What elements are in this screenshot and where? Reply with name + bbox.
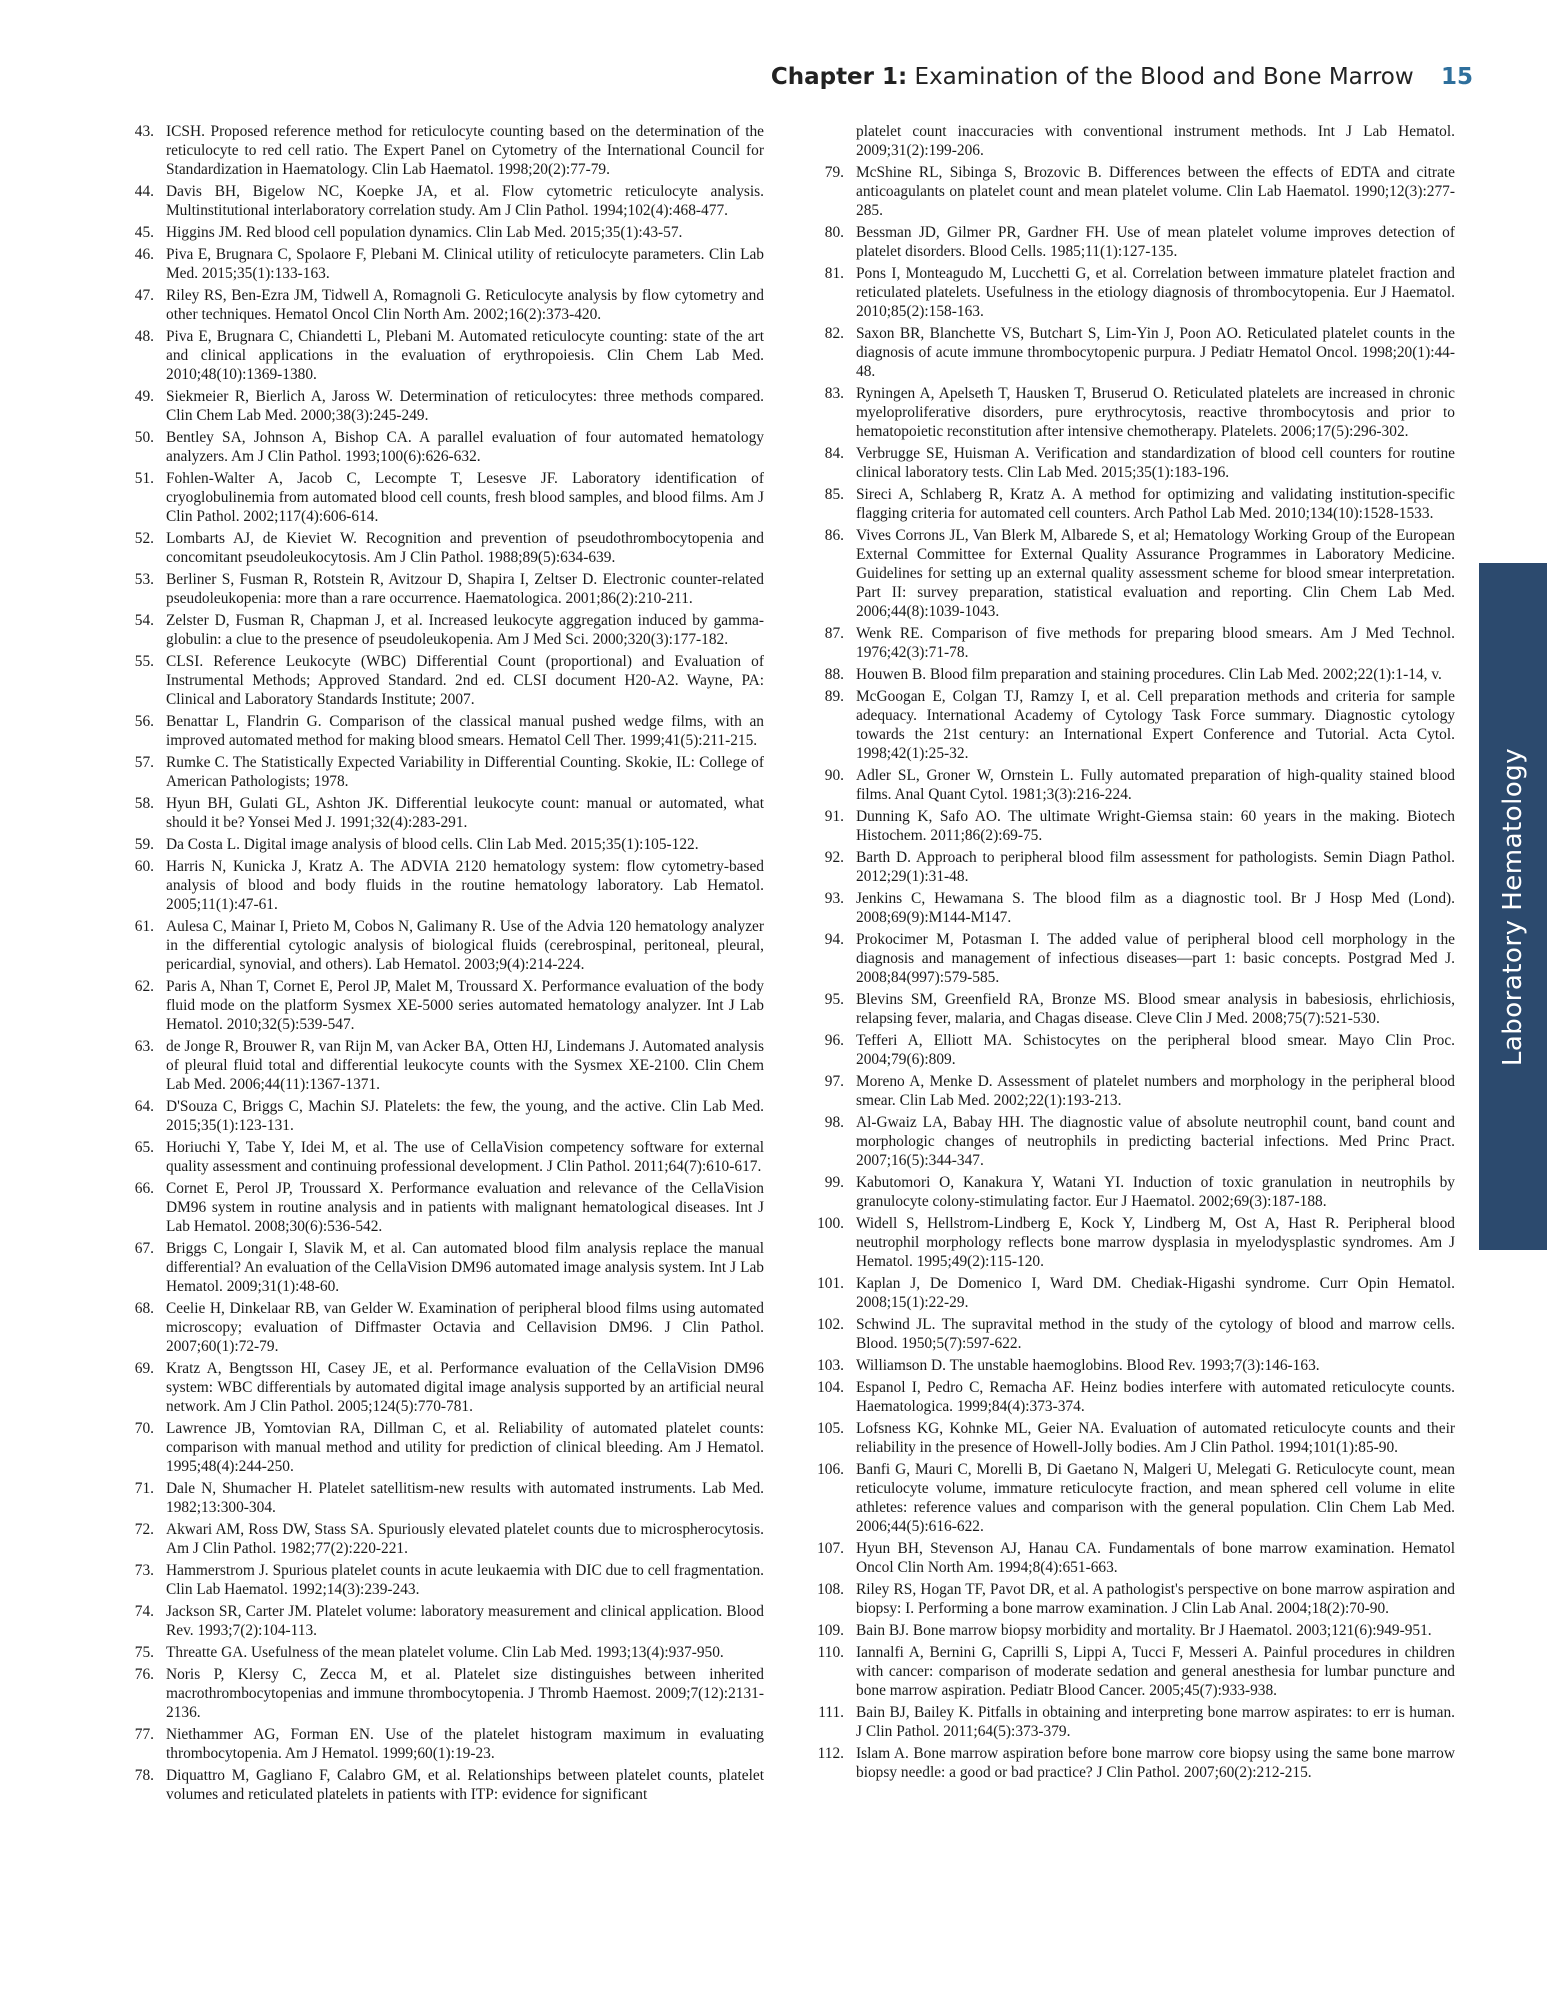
reference-number: 78. — [134, 1767, 154, 1784]
reference-number: 92. — [824, 849, 844, 866]
reference-text: Saxon BR, Blanchette VS, Butchart S, Lim-Yin J, Poon AO. Reticulated platelet counts in the diagnosis of acute immune thrombocytopenic purpura. J Pediatr Hematol Oncol. 1998;20(1):44-48. — [856, 325, 1455, 380]
section-side-tab — [1479, 563, 1547, 1250]
reference-item — [118, 1665, 764, 1722]
reference-item — [118, 1520, 764, 1558]
reference-text: Akwari AM, Ross DW, Stass SA. Spuriously elevated platelet counts due to microspherocytosis. Am J Clin Pathol. 1982;77(2):220-221. — [166, 1521, 764, 1557]
reference-item — [808, 1643, 1455, 1700]
reference-item — [808, 324, 1455, 381]
reference-item — [808, 1315, 1455, 1353]
reference-number: 76. — [134, 1666, 154, 1683]
reference-item — [808, 848, 1455, 886]
reference-text: Kaplan J, De Domenico I, Ward DM. Chediak-Higashi syndrome. Curr Opin Hematol. 2008;15(1):22-29. — [856, 1275, 1455, 1311]
reference-item — [118, 1037, 764, 1094]
reference-number: 61. — [134, 918, 154, 935]
side-tab-label: Laboratory Hematology — [1498, 747, 1528, 1066]
reference-number: 71. — [134, 1480, 154, 1497]
reference-number: 70. — [134, 1420, 154, 1437]
reference-text: Aulesa C, Mainar I, Prieto M, Cobos N, Galimany R. Use of the Advia 120 hematology analyzer in the differential cytologic analysis of biological fluids (cerebrospinal, peritoneal, pleural, pericardial, synovial, and others). Lab Hematol. 2003;9(4):214-224. — [166, 918, 764, 973]
reference-item — [808, 1378, 1455, 1416]
reference-item — [118, 794, 764, 832]
reference-number: 112. — [817, 1745, 844, 1762]
reference-number: 46. — [134, 246, 154, 263]
reference-text: Adler SL, Groner W, Ornstein L. Fully automated preparation of high-quality stained blood films. Anal Quant Cytol. 1981;3(3):216-224. — [856, 767, 1455, 803]
reference-text: Piva E, Brugnara C, Chiandetti L, Plebani M. Automated reticulocyte counting: state of the art and clinical applications in the evaluation of erythropoiesis. Clin Chem Lab Med. 2010;48(10):1369-1380. — [166, 328, 764, 383]
reference-item — [808, 1274, 1455, 1312]
reference-number: 88. — [824, 666, 844, 683]
reference-item — [808, 1621, 1455, 1640]
reference-text: Piva E, Brugnara C, Spolaore F, Plebani M. Clinical utility of reticulocyte parameters. Clin Lab Med. 2015;35(1):133-163. — [166, 246, 764, 282]
reference-item — [118, 712, 764, 750]
reference-text: Blevins SM, Greenfield RA, Bronze MS. Blood smear analysis in babesiosis, ehrlichiosis, relapsing fever, malaria, and Chagas disease. Cleve Clin J Med. 2008;75(7):521-530. — [856, 991, 1455, 1027]
reference-text: Verbrugge SE, Huisman A. Verification and standardization of blood cell counters for routine clinical laboratory tests. Clin Lab Med. 2015;35(1):183-196. — [856, 445, 1455, 481]
reference-number: 44. — [134, 183, 154, 200]
reference-number: 56. — [134, 713, 154, 730]
reference-text: Jackson SR, Carter JM. Platelet volume: laboratory measurement and clinical application. Blood Rev. 1993;7(2):104-113. — [166, 1603, 764, 1639]
reference-item — [118, 977, 764, 1034]
reference-number: 68. — [134, 1300, 154, 1317]
reference-number: 96. — [824, 1032, 844, 1049]
reference-number: 67. — [134, 1240, 154, 1257]
reference-number: 57. — [134, 754, 154, 771]
reference-item — [118, 917, 764, 974]
reference-item — [118, 122, 764, 179]
reference-text: Banfi G, Mauri C, Morelli B, Di Gaetano N, Malgeri U, Melegati G. Reticulocyte count, mean reticulocyte volume, immature reticulocyte fraction, and mean sphered cell volume in elite athletes: reference values and comparison with the general population. Clin Chem Lab Med. 2006;44(5):616-622. — [856, 1461, 1455, 1535]
reference-text: Bain BJ, Bailey K. Pitfalls in obtaining and interpreting bone marrow aspirates: to err is human. J Clin Pathol. 2011;64(5):373-379. — [856, 1704, 1455, 1740]
reference-text: Wenk RE. Comparison of five methods for preparing blood smears. Am J Med Technol. 1976;42(3):71-78. — [856, 625, 1455, 661]
reference-text: Sireci A, Schlaberg R, Kratz A. A method for optimizing and validating institution-specific flagging criteria for automated cell counters. Arch Pathol Lab Med. 2010;134(10):1528-1533. — [856, 486, 1455, 522]
reference-number: 105. — [817, 1420, 844, 1437]
reference-text: Bain BJ. Bone marrow biopsy morbidity and mortality. Br J Haematol. 2003;121(6):949-951. — [856, 1622, 1432, 1639]
reference-item — [118, 1299, 764, 1356]
reference-item — [808, 889, 1455, 927]
reference-number: 95. — [824, 991, 844, 1008]
reference-text: Kratz A, Bengtsson HI, Casey JE, et al. Performance evaluation of the CellaVision DM96 system: WBC differentials by automated digital image analysis supported by an artificial neural network. Am J Clin Pathol. 2005;124(5):770-781. — [166, 1360, 764, 1415]
reference-text: Hyun BH, Gulati GL, Ashton JK. Differential leukocyte count: manual or automated, what should it be? Yonsei Med J. 1991;32(4):283-291. — [166, 795, 764, 831]
reference-item — [808, 1703, 1455, 1741]
reference-item — [808, 444, 1455, 482]
reference-item — [808, 1744, 1455, 1782]
reference-text: Horiuchi Y, Tabe Y, Idei M, et al. The use of CellaVision competency software for external quality assessment and continuing professional development. J Clin Pathol. 2011;64(7):610-617. — [166, 1139, 764, 1175]
reference-text: Pons I, Monteagudo M, Lucchetti G, et al. Correlation between immature platelet fraction and reticulated platelets. Usefulness in the etiology diagnosis of thrombocytopenia. Eur J Haematol. 2010;85(2):158-163. — [856, 265, 1455, 320]
reference-item — [808, 264, 1455, 321]
reference-item — [118, 570, 764, 608]
reference-number: 93. — [824, 890, 844, 907]
reference-item — [118, 1239, 764, 1296]
reference-number: 107. — [817, 1540, 844, 1557]
reference-text: Davis BH, Bigelow NC, Koepke JA, et al. Flow cytometric reticulocyte analysis. Multinstitutional interlaboratory correlation study. Am J Clin Pathol. 1994;102(4):468-477. — [166, 183, 764, 219]
reference-item — [808, 1580, 1455, 1618]
chapter-title: Examination of the Blood and Bone Marrow — [914, 64, 1414, 90]
reference-text: Lofsness KG, Kohnke ML, Geier NA. Evaluation of automated reticulocyte counts and their reliability in the presence of Howell-Jolly bodies. Am J Clin Pathol. 1994;101(1):85-90. — [856, 1420, 1455, 1456]
reference-number: 104. — [817, 1379, 844, 1396]
reference-number: 103. — [817, 1357, 844, 1374]
reference-number: 72. — [134, 1521, 154, 1538]
reference-number: 45. — [134, 224, 154, 241]
reference-number: 73. — [134, 1562, 154, 1579]
reference-number: 53. — [134, 571, 154, 588]
reference-item — [118, 1725, 764, 1763]
reference-number: 80. — [824, 224, 844, 241]
reference-text: Barth D. Approach to peripheral blood film assessment for pathologists. Semin Diagn Pathol. 2012;29(1):31-48. — [856, 849, 1455, 885]
reference-text: Hyun BH, Stevenson AJ, Hanau CA. Fundamentals of bone marrow examination. Hematol Oncol Clin North Am. 1994;8(4):651-663. — [856, 1540, 1455, 1576]
reference-text: Benattar L, Flandrin G. Comparison of the classical manual pushed wedge films, with an improved automated method for making blood smears. Hematol Cell Ther. 1999;41(5):211-215. — [166, 713, 764, 749]
reference-text: Espanol I, Pedro C, Remacha AF. Heinz bodies interfere with automated reticulocyte counts. Haematologica. 1999;84(4):373-374. — [856, 1379, 1455, 1415]
reference-text: Siekmeier R, Bierlich A, Jaross W. Determination of reticulocytes: three methods compared. Clin Chem Lab Med. 2000;38(3):245-249. — [166, 388, 764, 424]
reference-text: Paris A, Nhan T, Cornet E, Perol JP, Malet M, Troussard X. Performance evaluation of the body fluid mode on the platform Sysmex XE-5000 series automated hematology analyzer. Int J Lab Hematol. 2010;32(5):539-547. — [166, 978, 764, 1033]
reference-text: Berliner S, Fusman R, Rotstein R, Avitzour D, Shapira I, Zeltser D. Electronic counter-related pseudoleukopenia: more than a rare occurrence. Haematologica. 2001;86(2):210-211. — [166, 571, 764, 607]
reference-item — [808, 1419, 1455, 1457]
reference-text: CLSI. Reference Leukocyte (WBC) Differential Count (proportional) and Evaluation of Instrumental Methods; Approved Standard. 2nd ed. CLSI document H20-A2. Wayne, PA: Clinical and Laboratory Standards Institute; 2007. — [166, 653, 764, 708]
reference-number: 109. — [817, 1622, 844, 1639]
reference-item — [808, 1173, 1455, 1211]
reference-number: 100. — [817, 1215, 844, 1232]
reference-number: 60. — [134, 858, 154, 875]
reference-item — [118, 182, 764, 220]
reference-item — [808, 223, 1455, 261]
reference-number: 86. — [824, 527, 844, 544]
reference-item — [118, 835, 764, 854]
reference-item — [808, 1072, 1455, 1110]
reference-number: 47. — [134, 287, 154, 304]
reference-item — [118, 1643, 764, 1662]
reference-number: 101. — [817, 1275, 844, 1292]
reference-item — [808, 163, 1455, 220]
reference-text: McGoogan E, Colgan TJ, Ramzy I, et al. Cell preparation methods and criteria for sample adequacy. International Academy of Cytology Task Force summary. Diagnostic cytology towards the 21st century: an International Expert Conference and Tutorial. Acta Cytol. 1998;42(1):25-32. — [856, 688, 1455, 762]
reference-number: 54. — [134, 612, 154, 629]
reference-number: 77. — [134, 1726, 154, 1743]
reference-number: 75. — [134, 1644, 154, 1661]
reference-number: 48. — [134, 328, 154, 345]
reference-text: Ryningen A, Apelseth T, Hausken T, Bruserud O. Reticulated platelets are increased in chronic myeloproliferative disorders, pure erythrocytosis, reactive thrombocytosis and prior to hematopoietic reconstitution after intensive chemotherapy. Platelets. 2006;17(5):296-302. — [856, 385, 1455, 440]
references-column-left — [118, 122, 764, 1807]
reference-number: 85. — [824, 486, 844, 503]
reference-item — [118, 1766, 764, 1804]
reference-number: 91. — [824, 808, 844, 825]
reference-text: Dale N, Shumacher H. Platelet satellitism-new results with automated instruments. Lab Med. 1982;13:300-304. — [166, 1480, 764, 1516]
reference-number: 99. — [824, 1174, 844, 1191]
reference-number: 51. — [134, 470, 154, 487]
reference-text: Vives Corrons JL, Van Blerk M, Albarede S, et al; Hematology Working Group of the European External Committee for External Quality Assurance Programmes in Laboratory Medicine. Guidelines for setting up an external quality assessment scheme for blood smear interpretation. Part II: survey preparation, statistical evaluation and reporting. Clin Chem Lab Med. 2006;44(8):1039-1043. — [856, 527, 1455, 620]
chapter-label: Chapter 1: — [770, 64, 908, 90]
reference-item — [118, 753, 764, 791]
reference-text: D'Souza C, Briggs C, Machin SJ. Platelets: the few, the young, and the active. Clin Lab Med. 2015;35(1):123-131. — [166, 1098, 764, 1134]
reference-number: 55. — [134, 653, 154, 670]
reference-text: Prokocimer M, Potasman I. The added value of peripheral blood cell morphology in the diagnosis and management of infectious diseases—part 1: basic concepts. Postgrad Med J. 2008;84(997):579-585. — [856, 931, 1455, 986]
reference-text: Lawrence JB, Yomtovian RA, Dillman C, et al. Reliability of automated platelet counts: comparison with manual method and utility for prediction of clinical bleeding. Am J Hematol. 1995;48(4):244-250. — [166, 1420, 764, 1475]
reference-number: 65. — [134, 1139, 154, 1156]
reference-item — [118, 469, 764, 526]
reference-number: 82. — [824, 325, 844, 342]
reference-text: Riley RS, Hogan TF, Pavot DR, et al. A pathologist's perspective on bone marrow aspiration and biopsy: I. Performing a bone marrow examination. J Clin Lab Anal. 2004;18(2):70-90. — [856, 1581, 1455, 1617]
reference-item — [808, 990, 1455, 1028]
reference-item — [118, 1179, 764, 1236]
reference-number: 94. — [824, 931, 844, 948]
reference-item — [808, 665, 1455, 684]
reference-number: 79. — [824, 164, 844, 181]
reference-number: 43. — [134, 123, 154, 140]
reference-number: 83. — [824, 385, 844, 402]
reference-number: 62. — [134, 978, 154, 995]
reference-text: Iannalfi A, Bernini G, Caprilli S, Lippi A, Tucci F, Messeri A. Painful procedures in children with cancer: comparison of moderate sedation and general anesthesia for lumbar puncture and bone marrow aspiration. Pediatr Blood Cancer. 2005;45(7):933-938. — [856, 1644, 1455, 1699]
reference-item — [118, 857, 764, 914]
reference-item — [118, 428, 764, 466]
reference-number: 58. — [134, 795, 154, 812]
reference-text: Lombarts AJ, de Kieviet W. Recognition and prevention of pseudothrombocytopenia and concomitant pseudoleukocytosis. Am J Clin Pathol. 1988;89(5):634-639. — [166, 530, 764, 566]
reference-text: Zelster D, Fusman R, Chapman J, et al. Increased leukocyte aggregation induced by gamma-globulin: a clue to the presence of pseudoleukopenia. Am J Med Sci. 2000;320(3):177-182. — [166, 612, 764, 648]
reference-text: Widell S, Hellstrom-Lindberg E, Kock Y, Lindberg M, Ost A, Hast R. Peripheral blood neutrophil morphology reflects bone marrow dysplasia in myelodysplastic syndromes. Am J Hematol. 1995;49(2):115-120. — [856, 1215, 1455, 1270]
reference-number: 64. — [134, 1098, 154, 1115]
reference-text: Briggs C, Longair I, Slavik M, et al. Can automated blood film analysis replace the manual differential? An evaluation of the CellaVision DM96 automated image analysis system. Int J Lab Hematol. 2009;31(1):48-60. — [166, 1240, 764, 1295]
reference-item — [808, 122, 1455, 160]
reference-item — [808, 1539, 1455, 1577]
reference-number: 59. — [134, 836, 154, 853]
reference-text: Da Costa L. Digital image analysis of blood cells. Clin Lab Med. 2015;35(1):105-122. — [166, 836, 699, 853]
reference-text: Al-Gwaiz LA, Babay HH. The diagnostic value of absolute neutrophil count, band count and morphologic changes of neutrophils in predicting bacterial infections. Med Princ Pract. 2007;16(5):344-347. — [856, 1114, 1455, 1169]
reference-text: ICSH. Proposed reference method for reticulocyte counting based on the determination of the reticulocyte to red cell ratio. The Expert Panel on Cytometry of the International Council for Standardization in Haematology. Clin Lab Haematol. 1998;20(2):77-79. — [166, 123, 764, 178]
reference-item — [118, 286, 764, 324]
reference-text: Threatte GA. Usefulness of the mean platelet volume. Clin Lab Med. 1993;13(4):937-950. — [166, 1644, 724, 1661]
reference-number: 87. — [824, 625, 844, 642]
reference-item — [808, 384, 1455, 441]
reference-item — [118, 1097, 764, 1135]
reference-text: Noris P, Klersy C, Zecca M, et al. Platelet size distinguishes between inherited macrothrombocytopenias and immune thrombocytopenia. J Thromb Haemost. 2009;7(12):2131-2136. — [166, 1666, 764, 1721]
reference-number: 63. — [134, 1038, 154, 1055]
reference-item — [118, 327, 764, 384]
reference-text: de Jonge R, Brouwer R, van Rijn M, van Acker BA, Otten HJ, Lindemans J. Automated analysis of pleural fluid total and differential leukocyte counts with the Sysmex XE-2100. Clin Chem Lab Med. 2006;44(11):1367-1371. — [166, 1038, 764, 1093]
reference-number: 66. — [134, 1180, 154, 1197]
reference-text: Ceelie H, Dinkelaar RB, van Gelder W. Examination of peripheral blood films using automated microscopy; evaluation of Diffmaster Octavia and Cellavision DM96. J Clin Pathol. 2007;60(1):72-79. — [166, 1300, 764, 1355]
reference-text: Houwen B. Blood film preparation and staining procedures. Clin Lab Med. 2002;22(1):1-14, v. — [856, 666, 1442, 683]
reference-number: 89. — [824, 688, 844, 705]
reference-number: 102. — [817, 1316, 844, 1333]
reference-item — [118, 223, 764, 242]
running-header — [771, 64, 1473, 90]
reference-text: Diquattro M, Gagliano F, Calabro GM, et al. Relationships between platelet counts, platelet volumes and reticulated platelets in patients with ITP: evidence for significant — [166, 1767, 764, 1803]
reference-text: Tefferi A, Elliott MA. Schistocytes on the peripheral blood smear. Mayo Clin Proc. 2004;79(6):809. — [856, 1032, 1455, 1068]
reference-item — [808, 807, 1455, 845]
references-column-right — [808, 122, 1455, 1785]
reference-number: 111. — [818, 1704, 844, 1721]
reference-item — [118, 652, 764, 709]
reference-item — [808, 1356, 1455, 1375]
reference-text: McShine RL, Sibinga S, Brozovic B. Differences between the effects of EDTA and citrate anticoagulants on platelet count and mean platelet volume. Clin Lab Haematol. 1990;12(3):277-285. — [856, 164, 1455, 219]
reference-text: Kabutomori O, Kanakura Y, Watani YI. Induction of toxic granulation in neutrophils by granulocyte colony-stimulating factor. Eur J Haematol. 2002;69(3):187-188. — [856, 1174, 1455, 1210]
reference-number: 110. — [817, 1644, 844, 1661]
reference-item — [808, 624, 1455, 662]
reference-item — [118, 1138, 764, 1176]
reference-item — [808, 526, 1455, 621]
reference-item — [118, 1419, 764, 1476]
reference-item — [808, 1214, 1455, 1271]
reference-text: Higgins JM. Red blood cell population dynamics. Clin Lab Med. 2015;35(1):43-57. — [166, 224, 683, 241]
reference-text: Cornet E, Perol JP, Troussard X. Performance evaluation and relevance of the CellaVision DM96 system in routine analysis and in patients with malignant hematological diseases. Int J Lab Hematol. 2008;30(6):536-542. — [166, 1180, 764, 1235]
reference-number: 97. — [824, 1073, 844, 1090]
reference-text: platelet count inaccuracies with conventional instrument methods. Int J Lab Hematol. 2009;31(2):199-206. — [856, 123, 1455, 159]
reference-item — [808, 1031, 1455, 1069]
reference-text: Fohlen-Walter A, Jacob C, Lecompte T, Lesesve JF. Laboratory identification of cryoglobulinemia from automated blood cell counts, fresh blood samples, and blood films. Am J Clin Pathol. 2002;117(4):606-614. — [166, 470, 764, 525]
reference-text: Rumke C. The Statistically Expected Variability in Differential Counting. Skokie, IL: College of American Pathologists; 1978. — [166, 754, 764, 790]
reference-text: Bentley SA, Johnson A, Bishop CA. A parallel evaluation of four automated hematology analyzers. Am J Clin Pathol. 1993;100(6):626-632. — [166, 429, 764, 465]
reference-number: 84. — [824, 445, 844, 462]
reference-number: 74. — [134, 1603, 154, 1620]
reference-item — [808, 1460, 1455, 1536]
reference-number: 98. — [824, 1114, 844, 1131]
reference-item — [118, 1602, 764, 1640]
reference-item — [808, 766, 1455, 804]
reference-item — [808, 687, 1455, 763]
reference-item — [118, 387, 764, 425]
reference-number: 90. — [824, 767, 844, 784]
page-number: 15 — [1440, 64, 1473, 90]
reference-number: 50. — [134, 429, 154, 446]
reference-number: 106. — [817, 1461, 844, 1478]
reference-text: Islam A. Bone marrow aspiration before bone marrow core biopsy using the same bone marrow biopsy needle: a good or bad practice? J Clin Pathol. 2007;60(2):212-215. — [856, 1745, 1455, 1781]
reference-item — [118, 1359, 764, 1416]
reference-number: 52. — [134, 530, 154, 547]
reference-text: Hammerstrom J. Spurious platelet counts in acute leukaemia with DIC due to cell fragmentation. Clin Lab Haematol. 1992;14(3):239-243. — [166, 1562, 764, 1598]
reference-item — [118, 245, 764, 283]
reference-number: 49. — [134, 388, 154, 405]
reference-item — [808, 1113, 1455, 1170]
reference-number: 69. — [134, 1360, 154, 1377]
reference-text: Riley RS, Ben-Ezra JM, Tidwell A, Romagnoli G. Reticulocyte analysis by flow cytometry and other techniques. Hematol Oncol Clin North Am. 2002;16(2):373-420. — [166, 287, 764, 323]
reference-number: 81. — [824, 265, 844, 282]
reference-text: Moreno A, Menke D. Assessment of platelet numbers and morphology in the peripheral blood smear. Clin Lab Med. 2002;22(1):193-213. — [856, 1073, 1455, 1109]
reference-item — [808, 930, 1455, 987]
reference-text: Harris N, Kunicka J, Kratz A. The ADVIA 2120 hematology system: flow cytometry-based analysis of blood and body fluids in the routine hematology laboratory. Lab Hematol. 2005;11(1):47-61. — [166, 858, 764, 913]
reference-text: Williamson D. The unstable haemoglobins. Blood Rev. 1993;7(3):146-163. — [856, 1357, 1320, 1374]
reference-text: Schwind JL. The supravital method in the study of the cytology of blood and marrow cells. Blood. 1950;5(7):597-622. — [856, 1316, 1455, 1352]
reference-item — [118, 1479, 764, 1517]
reference-item — [118, 529, 764, 567]
reference-text: Bessman JD, Gilmer PR, Gardner FH. Use of mean platelet volume improves detection of platelet disorders. Blood Cells. 1985;11(1):127-135. — [856, 224, 1455, 260]
reference-text: Jenkins C, Hewamana S. The blood film as a diagnostic tool. Br J Hosp Med (Lond). 2008;69(9):M144-M147. — [856, 890, 1455, 926]
reference-number: 108. — [817, 1581, 844, 1598]
reference-item — [118, 1561, 764, 1599]
reference-item — [118, 611, 764, 649]
reference-text: Dunning K, Safo AO. The ultimate Wright-Giemsa stain: 60 years in the making. Biotech Histochem. 2011;86(2):69-75. — [856, 808, 1455, 844]
reference-text: Niethammer AG, Forman EN. Use of the platelet histogram maximum in evaluating thrombocytopenia. Am J Hematol. 1999;60(1):19-23. — [166, 1726, 764, 1762]
reference-item — [808, 485, 1455, 523]
